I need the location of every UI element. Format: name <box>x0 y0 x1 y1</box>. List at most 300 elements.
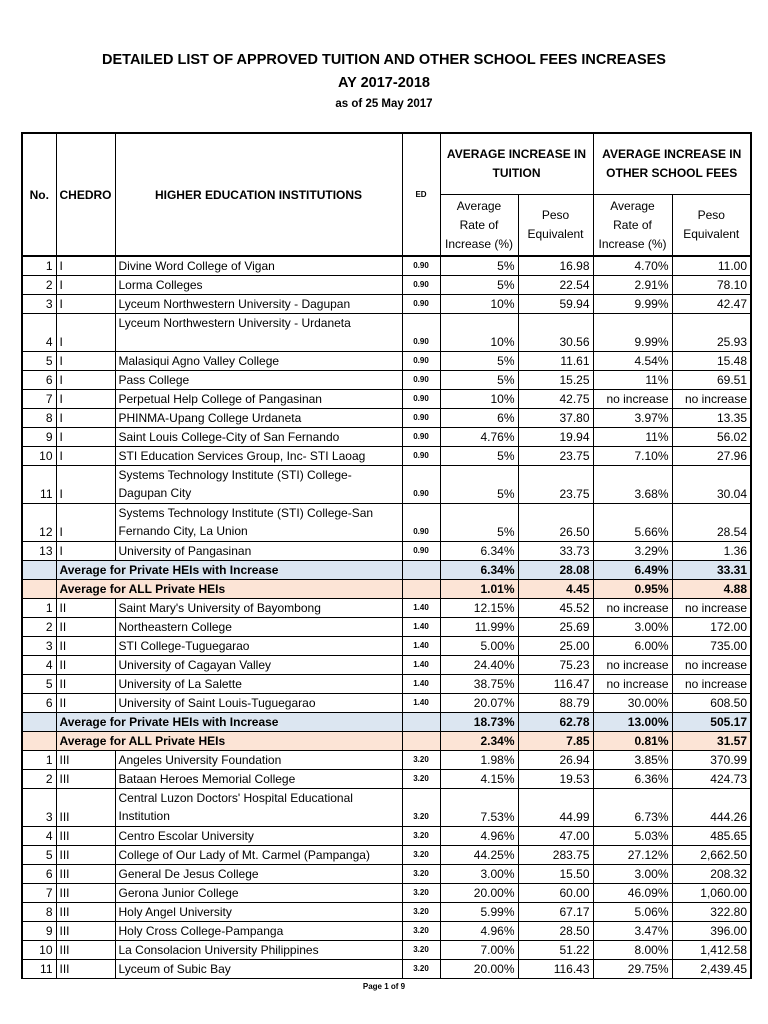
institution-name: Holy Cross College-Pampanga <box>115 922 402 941</box>
other-fees-peso: 28.54 <box>672 504 751 542</box>
tuition-rate: 7.53% <box>440 789 518 827</box>
table-row <box>22 276 751 295</box>
tuition-peso: 11.61 <box>518 352 593 371</box>
institution-name: STI College-Tuguegarao <box>115 637 402 656</box>
tuition-peso: 15.25 <box>518 371 593 390</box>
institution-name: Lyceum Northwestern University - Urdaneta <box>115 314 402 352</box>
table-row <box>22 941 751 960</box>
tuition-rate: 5.99% <box>440 903 518 922</box>
tuition-rate: 7.00% <box>440 941 518 960</box>
other-fees-peso: 370.99 <box>672 751 751 770</box>
row-number: 6 <box>22 371 56 390</box>
tuition-rate: 10% <box>440 314 518 352</box>
ed-value: 1.40 <box>402 637 440 656</box>
chedro-region: I <box>56 295 115 314</box>
tuition-peso: 47.00 <box>518 827 593 846</box>
tuition-rate: 5.00% <box>440 637 518 656</box>
table-row <box>22 637 751 656</box>
institution-name: Systems Technology Institute (STI) College-San Fernando City, La Union <box>115 504 402 542</box>
row-number: 3 <box>22 789 56 827</box>
table-row <box>22 256 751 276</box>
table-row <box>22 409 751 428</box>
tuition-rate: 2.34% <box>440 732 518 751</box>
other-fees-rate: 3.85% <box>593 751 672 770</box>
tuition-peso: 15.50 <box>518 865 593 884</box>
row-number: 10 <box>22 941 56 960</box>
tuition-peso: 28.50 <box>518 922 593 941</box>
tuition-rate: 1.01% <box>440 580 518 599</box>
other-fees-rate: 7.10% <box>593 447 672 466</box>
ed-value: 3.20 <box>402 827 440 846</box>
tuition-peso: 116.43 <box>518 960 593 979</box>
row-number <box>22 561 56 580</box>
tuition-peso: 30.56 <box>518 314 593 352</box>
institution-name: Gerona Junior College <box>115 884 402 903</box>
row-number: 1 <box>22 256 56 276</box>
table-row <box>22 504 751 542</box>
institution-name: STI Education Services Group, Inc- STI Laoag <box>115 447 402 466</box>
row-number: 5 <box>22 675 56 694</box>
other-fees-peso: 13.35 <box>672 409 751 428</box>
row-number: 1 <box>22 599 56 618</box>
row-number: 8 <box>22 409 56 428</box>
tuition-peso: 116.47 <box>518 675 593 694</box>
other-fees-rate: no increase <box>593 675 672 694</box>
row-number: 1 <box>22 751 56 770</box>
other-fees-rate: 11% <box>593 371 672 390</box>
tuition-peso: 22.54 <box>518 276 593 295</box>
tuition-rate: 5% <box>440 466 518 504</box>
tuition-peso: 88.79 <box>518 694 593 713</box>
tuition-peso: 75.23 <box>518 656 593 675</box>
other-fees-rate: 13.00% <box>593 713 672 732</box>
other-fees-peso: 30.04 <box>672 466 751 504</box>
col-header-tuition-rate: Average Rate of Increase (%) <box>440 195 518 257</box>
table-row <box>22 295 751 314</box>
tuition-rate: 4.96% <box>440 827 518 846</box>
chedro-region: II <box>56 618 115 637</box>
tuition-rate: 5% <box>440 447 518 466</box>
tuition-rate: 10% <box>440 295 518 314</box>
document-title: DETAILED LIST OF APPROVED TUITION AND OTHER SCHOOL FEES INCREASES <box>102 52 666 68</box>
average-with-increase-row <box>22 713 751 732</box>
tuition-peso: 283.75 <box>518 846 593 865</box>
chedro-region: I <box>56 314 115 352</box>
other-fees-rate: no increase <box>593 390 672 409</box>
ed-value: 3.20 <box>402 789 440 827</box>
tuition-peso: 60.00 <box>518 884 593 903</box>
tuition-peso: 23.75 <box>518 447 593 466</box>
tuition-rate: 10% <box>440 390 518 409</box>
table-header <box>22 133 751 256</box>
other-fees-peso: 1,412.58 <box>672 941 751 960</box>
col-header-no: No. <box>22 133 56 256</box>
chedro-region: I <box>56 447 115 466</box>
institution-name: Angeles University Foundation <box>115 751 402 770</box>
chedro-region: I <box>56 542 115 561</box>
other-fees-peso: 424.73 <box>672 770 751 789</box>
table-row <box>22 846 751 865</box>
other-fees-peso: 444.26 <box>672 789 751 827</box>
tuition-rate: 5% <box>440 371 518 390</box>
chedro-region: II <box>56 637 115 656</box>
tuition-rate: 5% <box>440 256 518 276</box>
ed-value: 0.90 <box>402 371 440 390</box>
table-row <box>22 884 751 903</box>
row-number: 6 <box>22 865 56 884</box>
other-fees-peso: 505.17 <box>672 713 751 732</box>
institution-name: Systems Technology Institute (STI) College-Dagupan City <box>115 466 402 504</box>
other-fees-peso: 608.50 <box>672 694 751 713</box>
col-header-tuition-group: AVERAGE INCREASE IN TUITION <box>440 133 593 195</box>
institution-name: Perpetual Help College of Pangasinan <box>115 390 402 409</box>
col-header-other-peso: Peso Equivalent <box>672 195 751 257</box>
other-fees-rate: no increase <box>593 599 672 618</box>
other-fees-peso: 1.36 <box>672 542 751 561</box>
chedro-region: III <box>56 884 115 903</box>
row-number: 2 <box>22 618 56 637</box>
col-header-other-fees-group: AVERAGE INCREASE IN OTHER SCHOOL FEES <box>593 133 751 195</box>
ed-value <box>402 713 440 732</box>
institution-name: College of Our Lady of Mt. Carmel (Pampanga) <box>115 846 402 865</box>
ed-value: 0.90 <box>402 428 440 447</box>
tuition-rate: 18.73% <box>440 713 518 732</box>
table-row <box>22 447 751 466</box>
tuition-rate: 20.07% <box>440 694 518 713</box>
chedro-region: III <box>56 960 115 979</box>
row-number: 10 <box>22 447 56 466</box>
other-fees-rate: 3.97% <box>593 409 672 428</box>
other-fees-rate: 9.99% <box>593 295 672 314</box>
chedro-region: III <box>56 846 115 865</box>
table-row <box>22 922 751 941</box>
other-fees-peso: no increase <box>672 675 751 694</box>
other-fees-peso: 33.31 <box>672 561 751 580</box>
other-fees-rate: 6.00% <box>593 637 672 656</box>
row-number: 2 <box>22 770 56 789</box>
table-row <box>22 865 751 884</box>
chedro-region: II <box>56 675 115 694</box>
chedro-region: III <box>56 770 115 789</box>
chedro-region: II <box>56 656 115 675</box>
other-fees-peso: 27.96 <box>672 447 751 466</box>
ed-value: 3.20 <box>402 903 440 922</box>
other-fees-rate: 8.00% <box>593 941 672 960</box>
tuition-peso: 62.78 <box>518 713 593 732</box>
other-fees-peso: 735.00 <box>672 637 751 656</box>
ed-value: 0.90 <box>402 390 440 409</box>
institution-name: Lyceum of Subic Bay <box>115 960 402 979</box>
ed-value: 0.90 <box>402 504 440 542</box>
other-fees-peso: 42.47 <box>672 295 751 314</box>
ed-value: 0.90 <box>402 542 440 561</box>
average-all-row <box>22 580 751 599</box>
institution-name: Divine Word College of Vigan <box>115 256 402 276</box>
other-fees-rate: 11% <box>593 428 672 447</box>
tuition-peso: 59.94 <box>518 295 593 314</box>
other-fees-peso: 2,439.45 <box>672 960 751 979</box>
ed-value: 1.40 <box>402 656 440 675</box>
institution-name: Saint Louis College-City of San Fernando <box>115 428 402 447</box>
tuition-rate: 6.34% <box>440 561 518 580</box>
other-fees-rate: 4.70% <box>593 256 672 276</box>
tuition-rate: 24.40% <box>440 656 518 675</box>
other-fees-peso: 396.00 <box>672 922 751 941</box>
tuition-rate: 5% <box>440 504 518 542</box>
other-fees-peso: 25.93 <box>672 314 751 352</box>
other-fees-rate: 6.36% <box>593 770 672 789</box>
table-row <box>22 428 751 447</box>
chedro-region: I <box>56 390 115 409</box>
document-header <box>0 48 768 114</box>
chedro-region: III <box>56 922 115 941</box>
institution-name: La Consolacion University Philippines <box>115 941 402 960</box>
fees-table <box>21 132 752 979</box>
chedro-region: III <box>56 827 115 846</box>
other-fees-rate: 29.75% <box>593 960 672 979</box>
row-number: 4 <box>22 314 56 352</box>
tuition-peso: 67.17 <box>518 903 593 922</box>
table-row <box>22 352 751 371</box>
other-fees-rate: 3.00% <box>593 618 672 637</box>
other-fees-peso: 1,060.00 <box>672 884 751 903</box>
row-number: 13 <box>22 542 56 561</box>
tuition-peso: 25.00 <box>518 637 593 656</box>
table-row <box>22 770 751 789</box>
other-fees-peso: 4.88 <box>672 580 751 599</box>
average-label: Average for Private HEIs with Increase <box>56 561 402 580</box>
tuition-rate: 6.34% <box>440 542 518 561</box>
tuition-peso: 4.45 <box>518 580 593 599</box>
row-number: 9 <box>22 428 56 447</box>
institution-name: University of Cagayan Valley <box>115 656 402 675</box>
tuition-rate: 38.75% <box>440 675 518 694</box>
chedro-region: III <box>56 941 115 960</box>
table-row <box>22 751 751 770</box>
ed-value: 0.90 <box>402 447 440 466</box>
tuition-rate: 5% <box>440 352 518 371</box>
other-fees-peso: no increase <box>672 599 751 618</box>
other-fees-rate: no increase <box>593 656 672 675</box>
table-row <box>22 599 751 618</box>
average-label: Average for Private HEIs with Increase <box>56 713 402 732</box>
other-fees-peso: 485.65 <box>672 827 751 846</box>
col-header-ed: ED <box>402 133 440 256</box>
other-fees-rate: 3.29% <box>593 542 672 561</box>
tuition-peso: 45.52 <box>518 599 593 618</box>
institution-name: Lorma Colleges <box>115 276 402 295</box>
other-fees-peso: 172.00 <box>672 618 751 637</box>
col-header-chedro: CHEDRO <box>56 133 115 256</box>
ed-value: 3.20 <box>402 960 440 979</box>
chedro-region: III <box>56 903 115 922</box>
row-number <box>22 580 56 599</box>
chedro-region: I <box>56 409 115 428</box>
other-fees-peso: 11.00 <box>672 256 751 276</box>
tuition-peso: 19.94 <box>518 428 593 447</box>
table-row <box>22 960 751 979</box>
tuition-rate: 11.99% <box>440 618 518 637</box>
chedro-region: I <box>56 466 115 504</box>
row-number: 9 <box>22 922 56 941</box>
average-all-row <box>22 732 751 751</box>
chedro-region: I <box>56 276 115 295</box>
ed-value: 0.90 <box>402 256 440 276</box>
other-fees-peso: 15.48 <box>672 352 751 371</box>
ed-value: 1.40 <box>402 675 440 694</box>
chedro-region: I <box>56 352 115 371</box>
as-of-date: as of 25 May 2017 <box>335 98 433 110</box>
tuition-rate: 44.25% <box>440 846 518 865</box>
institution-name: Centro Escolar University <box>115 827 402 846</box>
ed-value: 1.40 <box>402 599 440 618</box>
row-number: 2 <box>22 276 56 295</box>
ed-value: 0.90 <box>402 314 440 352</box>
other-fees-rate: 5.03% <box>593 827 672 846</box>
tuition-peso: 25.69 <box>518 618 593 637</box>
tuition-peso: 23.75 <box>518 466 593 504</box>
row-number: 6 <box>22 694 56 713</box>
other-fees-peso: 31.57 <box>672 732 751 751</box>
row-number: 7 <box>22 390 56 409</box>
row-number: 4 <box>22 827 56 846</box>
tuition-rate: 1.98% <box>440 751 518 770</box>
other-fees-rate: 46.09% <box>593 884 672 903</box>
tuition-peso: 16.98 <box>518 256 593 276</box>
ed-value: 3.20 <box>402 884 440 903</box>
institution-name: PHINMA-Upang College Urdaneta <box>115 409 402 428</box>
tuition-peso: 26.50 <box>518 504 593 542</box>
ed-value: 1.40 <box>402 618 440 637</box>
institution-name: Central Luzon Doctors' Hospital Educational Institution <box>115 789 402 827</box>
other-fees-peso: no increase <box>672 390 751 409</box>
chedro-region: I <box>56 428 115 447</box>
row-number: 11 <box>22 466 56 504</box>
ed-value: 3.20 <box>402 865 440 884</box>
tuition-rate: 4.96% <box>440 922 518 941</box>
academic-year: AY 2017-2018 <box>338 75 430 91</box>
table-row <box>22 390 751 409</box>
table-row <box>22 466 751 504</box>
other-fees-peso: 69.51 <box>672 371 751 390</box>
ed-value: 3.20 <box>402 846 440 865</box>
average-label: Average for ALL Private HEIs <box>56 732 402 751</box>
chedro-region: III <box>56 865 115 884</box>
institution-name: University of La Salette <box>115 675 402 694</box>
average-with-increase-row <box>22 561 751 580</box>
ed-value: 3.20 <box>402 922 440 941</box>
tuition-peso: 42.75 <box>518 390 593 409</box>
col-header-institutions: HIGHER EDUCATION INSTITUTIONS <box>115 133 402 256</box>
institution-name: Pass College <box>115 371 402 390</box>
other-fees-rate: 3.68% <box>593 466 672 504</box>
tuition-peso: 33.73 <box>518 542 593 561</box>
row-number: 11 <box>22 960 56 979</box>
tuition-rate: 20.00% <box>440 884 518 903</box>
chedro-region: II <box>56 694 115 713</box>
tuition-peso: 26.94 <box>518 751 593 770</box>
chedro-region: III <box>56 789 115 827</box>
ed-value <box>402 561 440 580</box>
chedro-region: I <box>56 371 115 390</box>
ed-value: 3.20 <box>402 751 440 770</box>
tuition-rate: 5% <box>440 276 518 295</box>
other-fees-rate: 27.12% <box>593 846 672 865</box>
ed-value: 0.90 <box>402 276 440 295</box>
tuition-rate: 3.00% <box>440 865 518 884</box>
chedro-region: III <box>56 751 115 770</box>
tuition-peso: 19.53 <box>518 770 593 789</box>
table-row <box>22 371 751 390</box>
other-fees-peso: 208.32 <box>672 865 751 884</box>
ed-value: 0.90 <box>402 352 440 371</box>
table-row <box>22 827 751 846</box>
ed-value: 1.40 <box>402 694 440 713</box>
row-number: 3 <box>22 637 56 656</box>
institution-name: Saint Mary's University of Bayombong <box>115 599 402 618</box>
chedro-region: II <box>56 599 115 618</box>
col-header-other-rate: Average Rate of Increase (%) <box>593 195 672 257</box>
tuition-rate: 4.15% <box>440 770 518 789</box>
row-number <box>22 732 56 751</box>
tuition-rate: 6% <box>440 409 518 428</box>
row-number <box>22 713 56 732</box>
table-row <box>22 675 751 694</box>
row-number: 3 <box>22 295 56 314</box>
other-fees-rate: 6.73% <box>593 789 672 827</box>
tuition-peso: 51.22 <box>518 941 593 960</box>
table-row <box>22 694 751 713</box>
other-fees-rate: 6.49% <box>593 561 672 580</box>
ed-value: 0.90 <box>402 466 440 504</box>
institution-name: Malasiqui Agno Valley College <box>115 352 402 371</box>
chedro-region: I <box>56 256 115 276</box>
other-fees-rate: 3.47% <box>593 922 672 941</box>
other-fees-rate: 30.00% <box>593 694 672 713</box>
institution-name: General De Jesus College <box>115 865 402 884</box>
chedro-region: I <box>56 504 115 542</box>
average-label: Average for ALL Private HEIs <box>56 580 402 599</box>
institution-name: University of Pangasinan <box>115 542 402 561</box>
institution-name: Northeastern College <box>115 618 402 637</box>
other-fees-rate: 9.99% <box>593 314 672 352</box>
row-number: 7 <box>22 884 56 903</box>
institution-name: Lyceum Northwestern University - Dagupan <box>115 295 402 314</box>
ed-value <box>402 732 440 751</box>
other-fees-rate: 5.06% <box>593 903 672 922</box>
other-fees-peso: 56.02 <box>672 428 751 447</box>
other-fees-peso: 78.10 <box>672 276 751 295</box>
other-fees-rate: 0.95% <box>593 580 672 599</box>
institution-name: Holy Angel University <box>115 903 402 922</box>
other-fees-peso: no increase <box>672 656 751 675</box>
institution-name: Bataan Heroes Memorial College <box>115 770 402 789</box>
tuition-rate: 20.00% <box>440 960 518 979</box>
ed-value: 3.20 <box>402 941 440 960</box>
table-body <box>22 256 751 979</box>
row-number: 5 <box>22 846 56 865</box>
col-header-tuition-peso: Peso Equivalent <box>518 195 593 257</box>
row-number: 12 <box>22 504 56 542</box>
other-fees-rate: 0.81% <box>593 732 672 751</box>
other-fees-peso: 322.80 <box>672 903 751 922</box>
other-fees-peso: 2,662.50 <box>672 846 751 865</box>
ed-value: 0.90 <box>402 295 440 314</box>
table-row <box>22 314 751 352</box>
row-number: 8 <box>22 903 56 922</box>
other-fees-rate: 5.66% <box>593 504 672 542</box>
ed-value: 0.90 <box>402 409 440 428</box>
